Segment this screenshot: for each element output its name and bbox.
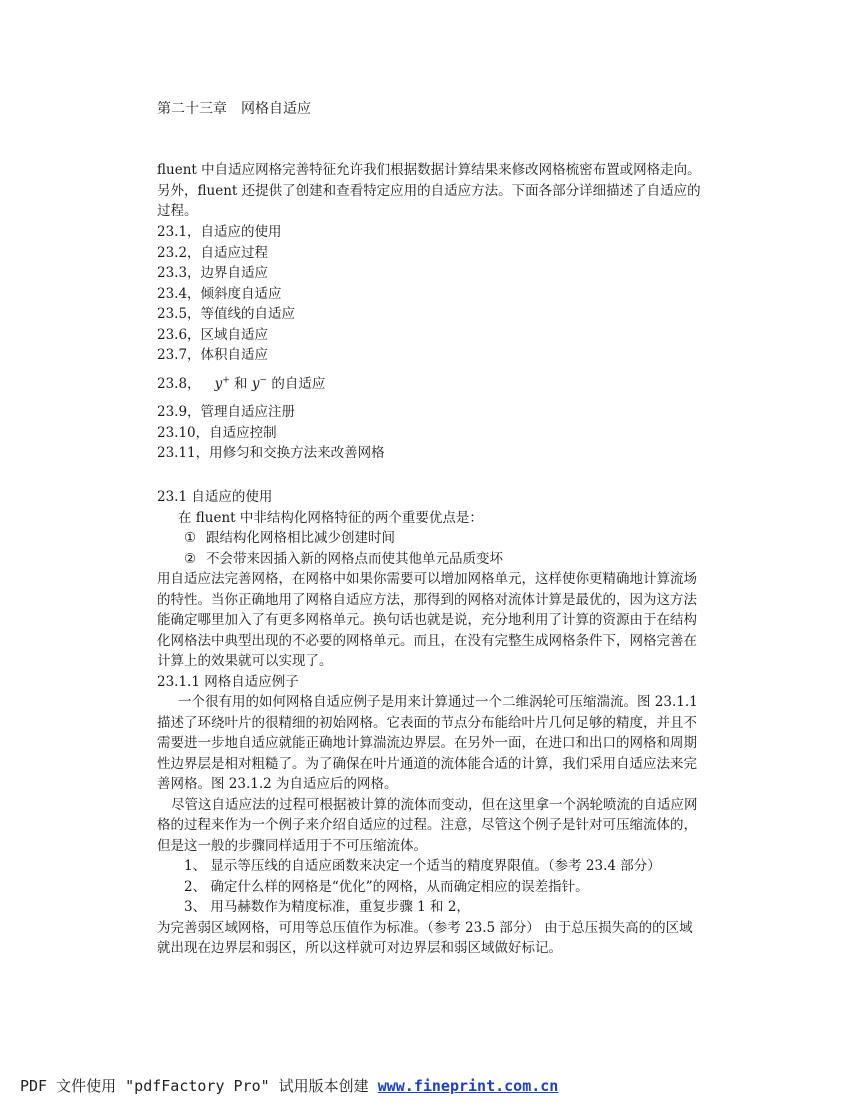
bullet-item xyxy=(157,528,707,549)
step-item: 3、 用马赫数作为精度标准，重复步骤 1 和 2， xyxy=(184,899,470,915)
paragraph-line: 但是这一般的步骤同样适用于不可压缩流体。 xyxy=(157,837,427,854)
toc-item-connector: 和 xyxy=(229,375,252,392)
footer-text: PDF 文件使用 "pdfFactory Pro" 试用版本创建 xyxy=(20,1077,378,1095)
toc-item: 23.11，用修匀和交换方法来改善网格 xyxy=(157,445,385,461)
bullet-text: 跟结构化网格相比减少创建时间 xyxy=(206,530,395,546)
toc-item: 23.10，自适应控制 xyxy=(157,424,277,441)
superscript-plus: + xyxy=(222,375,230,385)
toc-item: 23.6，区域自适应 xyxy=(157,326,269,343)
section-heading: 23.1 自适应的使用 xyxy=(157,489,273,505)
toc-item: 23.2，自适应过程 xyxy=(157,244,269,261)
step-item: 2、 确定什么样的网格是“优化”的网格，从而确定相应的误差指针。 xyxy=(184,878,589,895)
paragraph-line: 就出现在边界层和弱区，所以这样就可对边界层和弱区域做好标记。 xyxy=(157,940,562,956)
intro-line: fluent 中自适应网格完善特征允许我们根据数据计算结果来修改网格梳密布置或网格走向。 xyxy=(157,162,701,178)
paragraph-line: 一个很有用的如何网格自适应例子是用来计算通过一个二维涡轮可压缩湍流。图 23.1.1 xyxy=(178,694,698,710)
paragraph-line: 尽管这自适应法的过程可根据被计算的流体而变动，但在这里拿一个涡轮喷流的自适应网 xyxy=(171,796,698,813)
y-symbol: y xyxy=(214,375,223,392)
paragraph-line: 能确定哪里加入了有更多网格单元。换句话也就是说，充分地利用了计算的资源由于在结构 xyxy=(157,612,697,628)
paragraph-line: 化网格法中典型出现的不必要的网格单元。而且，在没有完整生成网格条件下，网格完善在 xyxy=(157,632,697,649)
bullet-mark: ② xyxy=(184,550,197,567)
paragraph-line: 善网格。图 23.1.2 为自适应后的网格。 xyxy=(157,776,398,792)
paragraph-line: 格的过程来作为一个例子来介绍自适应的过程。注意，尽管这个例子是针对可压缩流体的， xyxy=(157,817,697,833)
bullet-item xyxy=(157,549,707,570)
chapter-title: 第二十三章 网格自适应 xyxy=(157,101,311,117)
toc-item-y-plus xyxy=(157,374,385,395)
intro-paragraph xyxy=(157,160,707,222)
intro-line: 另外，fluent 还提供了创建和查看特定应用的自适应方法。下面各部分详细描述了自适应的 xyxy=(157,182,701,199)
superscript-minus: − xyxy=(259,375,268,385)
toc-item: 23.4，倾斜度自适应 xyxy=(157,285,282,302)
paragraph-line: 用自适应法完善网格，在网格中如果你需要可以增加网格单元，这样使你更精确地计算流场 xyxy=(157,571,697,587)
paragraph-line: 的特性。当你正确地用了网格自适应方法，那得到的网格对流体计算是最优的，因为这方法 xyxy=(157,591,697,608)
subsection-heading: 23.1.1 网格自适应例子 xyxy=(157,673,299,690)
pdf-watermark-footer xyxy=(20,1075,558,1096)
toc-item: 23.3，边界自适应 xyxy=(157,265,269,281)
toc-item: 23.9，管理自适应注册 xyxy=(157,404,296,420)
paragraph-line: 计算上的效果就可以实现了。 xyxy=(157,653,333,669)
paragraph-line: 描述了环绕叶片的很精细的初始网格。它表面的节点分布能给叶片几何足够的精度，并且不 xyxy=(157,714,697,731)
footer-link[interactable]: www.fineprint.com.cn xyxy=(377,1077,559,1095)
y-symbol: y xyxy=(251,375,260,392)
toc-item: 23.7，体积自适应 xyxy=(157,347,269,363)
bullet-text: 不会带来因插入新的网格点而使其他单元品质变坏 xyxy=(206,550,503,567)
intro-line: 过程。 xyxy=(157,203,198,219)
paragraph-line: 为完善弱区域网格，可用等总压值作为标准。（参考 23.5 部分） 由于总压损失高的的区域 xyxy=(157,919,693,936)
toc-item: 23.5，等值线的自适应 xyxy=(157,306,296,322)
paragraph-line: 需要进一步地自适应就能正确地计算湍流边界层。在另外一面，在进口和出口的网格和周期 xyxy=(157,735,697,751)
table-of-contents xyxy=(157,222,385,464)
toc-item-suffix: 的自适应 xyxy=(267,375,326,392)
step-item: 1、 显示等压线的自适应函数来决定一个适当的精度界限值。（参考 23.4 部分） xyxy=(184,858,661,874)
toc-item: 23.1，自适应的使用 xyxy=(157,224,282,240)
bullet-mark: ① xyxy=(184,530,197,546)
paragraph-line: 性边界层是相对粗糙了。为了确保在叶片通道的流体能合适的计算，我们采用自适应法来完 xyxy=(157,755,697,772)
toc-item-prefix: 23.8， xyxy=(157,375,201,392)
section-lead: 在 fluent 中非结构化网格特征的两个重要优点是： xyxy=(178,509,483,526)
section-23-1 xyxy=(157,487,707,959)
